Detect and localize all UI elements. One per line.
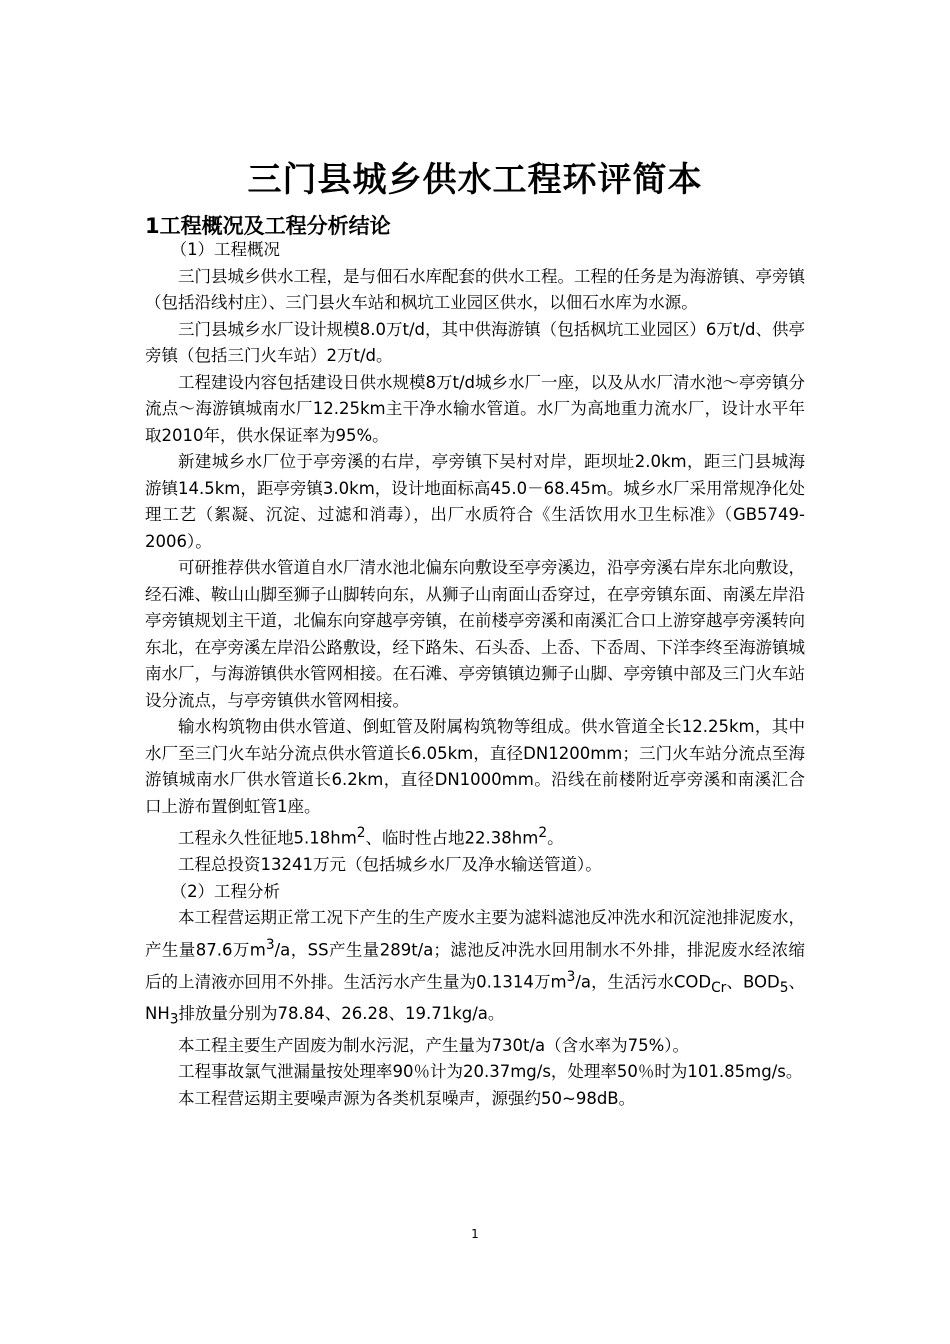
paragraph: 工程总投资13241万元（包括城乡水厂及净水输送管道）。	[178, 855, 602, 874]
text-run: 、临时性占地22.38hm	[365, 828, 539, 848]
paragraph: 新建城乡水厂位于亭旁溪的右岸，亭旁镇下吴村对岸，距坝址2.0km，距三门县城海游镇14.5km，距亭旁镇3.0km，设计地面标高45.0－68.45m。城乡水厂采用常规净化处理工艺（絮凝、沉淀、过滤和消毒），出厂水质符合《生活饮用水卫生标准》（GB5749-2006）。	[145, 452, 805, 551]
text-run: 、BOD	[726, 972, 780, 991]
paragraph: 本工程营运期主要噪声源为各类机泵噪声，源强约50~98dB。	[178, 1088, 636, 1108]
section-heading: 1工程概况及工程分析结论	[145, 214, 391, 238]
text-run: 本工程营运期正常工况下产生的生产废水主要为滤料滤池反冲洗水和沉淀池排泥废水，产生量87.6万m	[145, 908, 805, 959]
paragraph: 工程事故氯气泄漏量按处理率90％计为20.37mg/s，处理率50％时为101.85mg/s。	[178, 1062, 803, 1082]
subheading-project-overview: （1）工程概况	[170, 240, 281, 259]
superscript: 2	[356, 825, 366, 841]
document-body	[145, 237, 805, 1112]
paragraph: 三门县城乡水厂设计规模8.0万t/d，其中供海游镇（包括枫坑工业园区）6万t/d、供亭旁镇（包括三门火车站）2万t/d。	[145, 319, 805, 365]
paragraph: 输水构筑物由供水管道、倒虹管及附属构筑物等组成。供水管道全长12.25km，其中水厂至三门火车站分流点供水管道长6.05km，直径DN1200mm；三门火车站分流点至海游镇城南水厂供水管道长6.2km，直径DN1000mm。沿线在前楼附近亭旁溪和南溪汇合口上游布置倒虹管1座。	[145, 717, 805, 816]
paragraph-wastewater	[145, 905, 805, 1033]
paragraph: 本工程主要生产固废为制水污泥，产生量为730t/a（含水率为75%）。	[178, 1035, 690, 1055]
text-run: /a，生活污水COD	[575, 972, 712, 991]
document-title: 三门县城乡供水工程环评简本	[247, 160, 703, 200]
superscript: 3	[566, 968, 576, 985]
superscript: 2	[538, 825, 548, 841]
page-number: 1	[471, 1227, 479, 1241]
subscript: 5	[779, 979, 789, 996]
text-run: 工程永久性征地5.18hm	[178, 828, 357, 848]
paragraph: 工程建设内容包括建设日供水规模8万t/d城乡水厂一座，以及从水厂清水池～亭旁镇分流点～海游镇城南水厂12.25km主干净水输水管道。水厂为高地重力流水厂，设计水平年取2010年，供水保证率为95%。	[145, 372, 805, 445]
subscript: 3	[169, 1011, 179, 1028]
text-run: 。	[547, 828, 564, 848]
superscript: 3	[265, 936, 275, 953]
text-run: 、NH	[145, 972, 805, 1023]
text-run: /a，SS产生量289t/a；滤池反冲洗水回用制水不外排，排泥废水经浓缩后的上清液亦回用不外排。生活污水产生量为0.1314万m	[145, 940, 805, 991]
paragraph: 可研推荐供水管道自水厂清水池北偏东向敷设至亭旁溪边，沿亭旁溪右岸东北向敷设，经石滩、鞍山山脚至狮子山脚转向东，从狮子山南面山岙穿过，在亭旁镇东面、南溪左岸沿亭旁镇规划主干道，北偏东向穿越亭旁镇，在前楼亭旁溪和南溪汇合口上游穿越亭旁溪转向东北，在亭旁溪左岸沿公路敷设，经下路朱、石头岙、上岙、下岙周、下洋李终至海游镇城南水厂，与海游镇供水管网相接。在石滩、亭旁镇镇边狮子山脚、亭旁镇中部及三门火车站设分流点，与亭旁镇供水管网相接。	[145, 558, 805, 710]
paragraph: 三门县城乡供水工程，是与佃石水库配套的供水工程。工程的任务是为海游镇、亭旁镇（包括沿线村庄）、三门县火车站和枫坑工业园区供水，以佃石水库为水源。	[145, 266, 805, 312]
subheading-project-analysis: （2）工程分析	[170, 881, 281, 901]
subscript: Cr	[711, 979, 727, 996]
paragraph-land-use	[145, 820, 805, 852]
text-run: 排放量分别为78.84、26.28、19.71kg/a。	[178, 1003, 505, 1023]
